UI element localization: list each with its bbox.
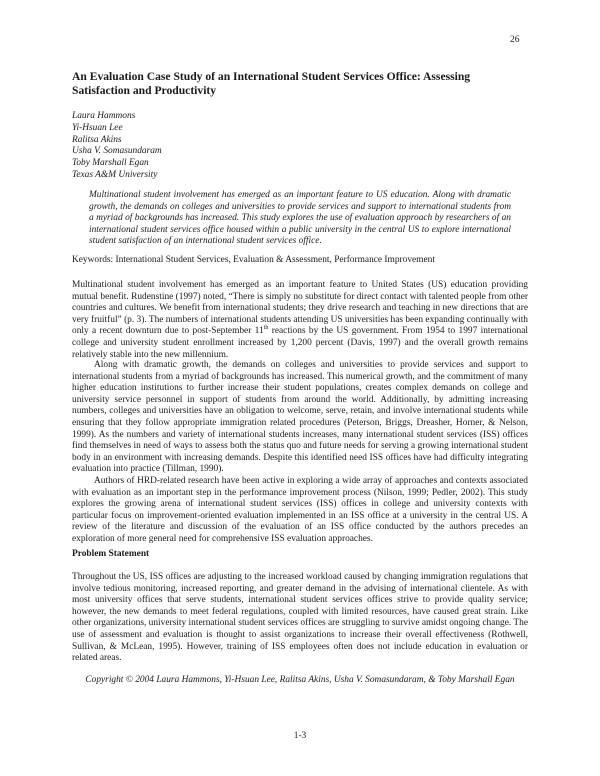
- body-paragraph: [72, 280, 528, 361]
- body-paragraph: Authors of HRD-related research have been active in exploring a wide array of approaches and contexts associated with evaluation as an important step in the performance improvement process (Nilson, 1999; Pedler, 2002). This study explores the growing arena of international student services (ISS) offices in college and university contexts with particular focus on improvement-oriented evaluation implemented in an ISS office at a university in the central US. A review of the literature and discussion of the evaluation of an ISS office conducted by the authors precedes an exploration of more general need for comprehensive ISS evaluation approaches.: [72, 476, 528, 544]
- body-paragraph: Along with dramatic growth, the demands on colleges and universities to provide services and support to international students from a myriad of backgrounds has increased. This numerical growth, and the commitment of many higher education institutions to further increase their student populations, creates complex demands on college and university service personnel in support of students from around the world. Additionally, by admitting increasing numbers, colleges and universities have an obligation to welcome, serve, retain, and involve international students while ensuring that they follow appropriate immigration related procedures (Peterson, Briggs, Dreasher, Horner, & Nelson, 1999). As the numbers and variety of international students increases, many international student services (ISS) offices find themselves in need of ways to assess both the status quo and future needs for serving a growing international student body in an environment with increasing demands. Despite this identified need ISS offices have had difficulty integrating evaluation into practice (Tillman, 1990).: [72, 360, 528, 475]
- author-list: [72, 111, 162, 182]
- superscript: th: [263, 325, 269, 332]
- author: Ralitsa Akins: [72, 134, 122, 145]
- text: reactions by the US government. From 1954 to 1997 international college and university student enrollment increased by 1,200 percent (Davis, 1997) and the overall growth remains relatively stable into the new millennium.: [72, 326, 529, 360]
- body-paragraph: Throughout the US, ISS offices are adjusting to the increased workload caused by changing immigration regulations that involve tedious monitoring, increased reporting, and greater demand in the advising of international clientele. As with most university offices that serve students, international student services offices strive to provide quality service; however, the new demands to meet federal regulations, coupled with limited resources, have caused great strain. Like other organizations, university international student services offices are struggling to survive amidst ongoing change. The use of assessment and evaluation is thought to assist organizations to increase their overall effectiveness (Rothwell, Sullivan, & McLean, 1995). However, training of ISS employees often does not include education in evaluation or related areas.: [72, 572, 528, 664]
- footer-page-number: 1-3: [293, 731, 307, 741]
- keywords: Keywords: International Student Services, Evaluation & Assessment, Performance Improvement: [72, 255, 435, 265]
- page-number: 26: [510, 35, 520, 45]
- affiliation: Texas A&M University: [72, 169, 158, 180]
- author: Yi-Hsuan Lee: [72, 122, 123, 133]
- text: Multinational student involvement has emerged as an important feature to United States (US) education providing mutual benefit. Rudenstine (1997) noted, “There is simply no substitute for direct contact with talented people from other countries and cultures. We benefit from international students; they drive research and teaching in new directions that are very fruitful” (p. 3). The numbers of international students attending US universities has been expanding continually with only a recent downturn due to post-September 11: [72, 280, 528, 337]
- author: Laura Hammons: [72, 111, 136, 121]
- author: Toby Marshall Egan: [72, 158, 149, 169]
- paper-title: An Evaluation Case Study of an International Student Services Office: Assessing Satisfaction and Productivity: [72, 70, 471, 97]
- copyright-notice: Copyright © 2004 Laura Hammons, Yi-Hsuan Lee, Ralitsa Akins, Usha V. Somasundaram, & Toby Marshall Egan: [85, 675, 515, 685]
- author: Usha V. Somasundaram: [72, 146, 162, 157]
- abstract: Multinational student involvement has emerged as an important feature to US education. Along with dramatic growth, the demands on colleges and universities to provide services and support to international students from a myriad of backgrounds has increased. This study explores the use of evaluation approach by researchers of an international student services office housed within a public university in the central US to explore international student satisfaction of an international student services office.: [89, 190, 511, 247]
- section-heading: Problem Statement: [72, 549, 150, 559]
